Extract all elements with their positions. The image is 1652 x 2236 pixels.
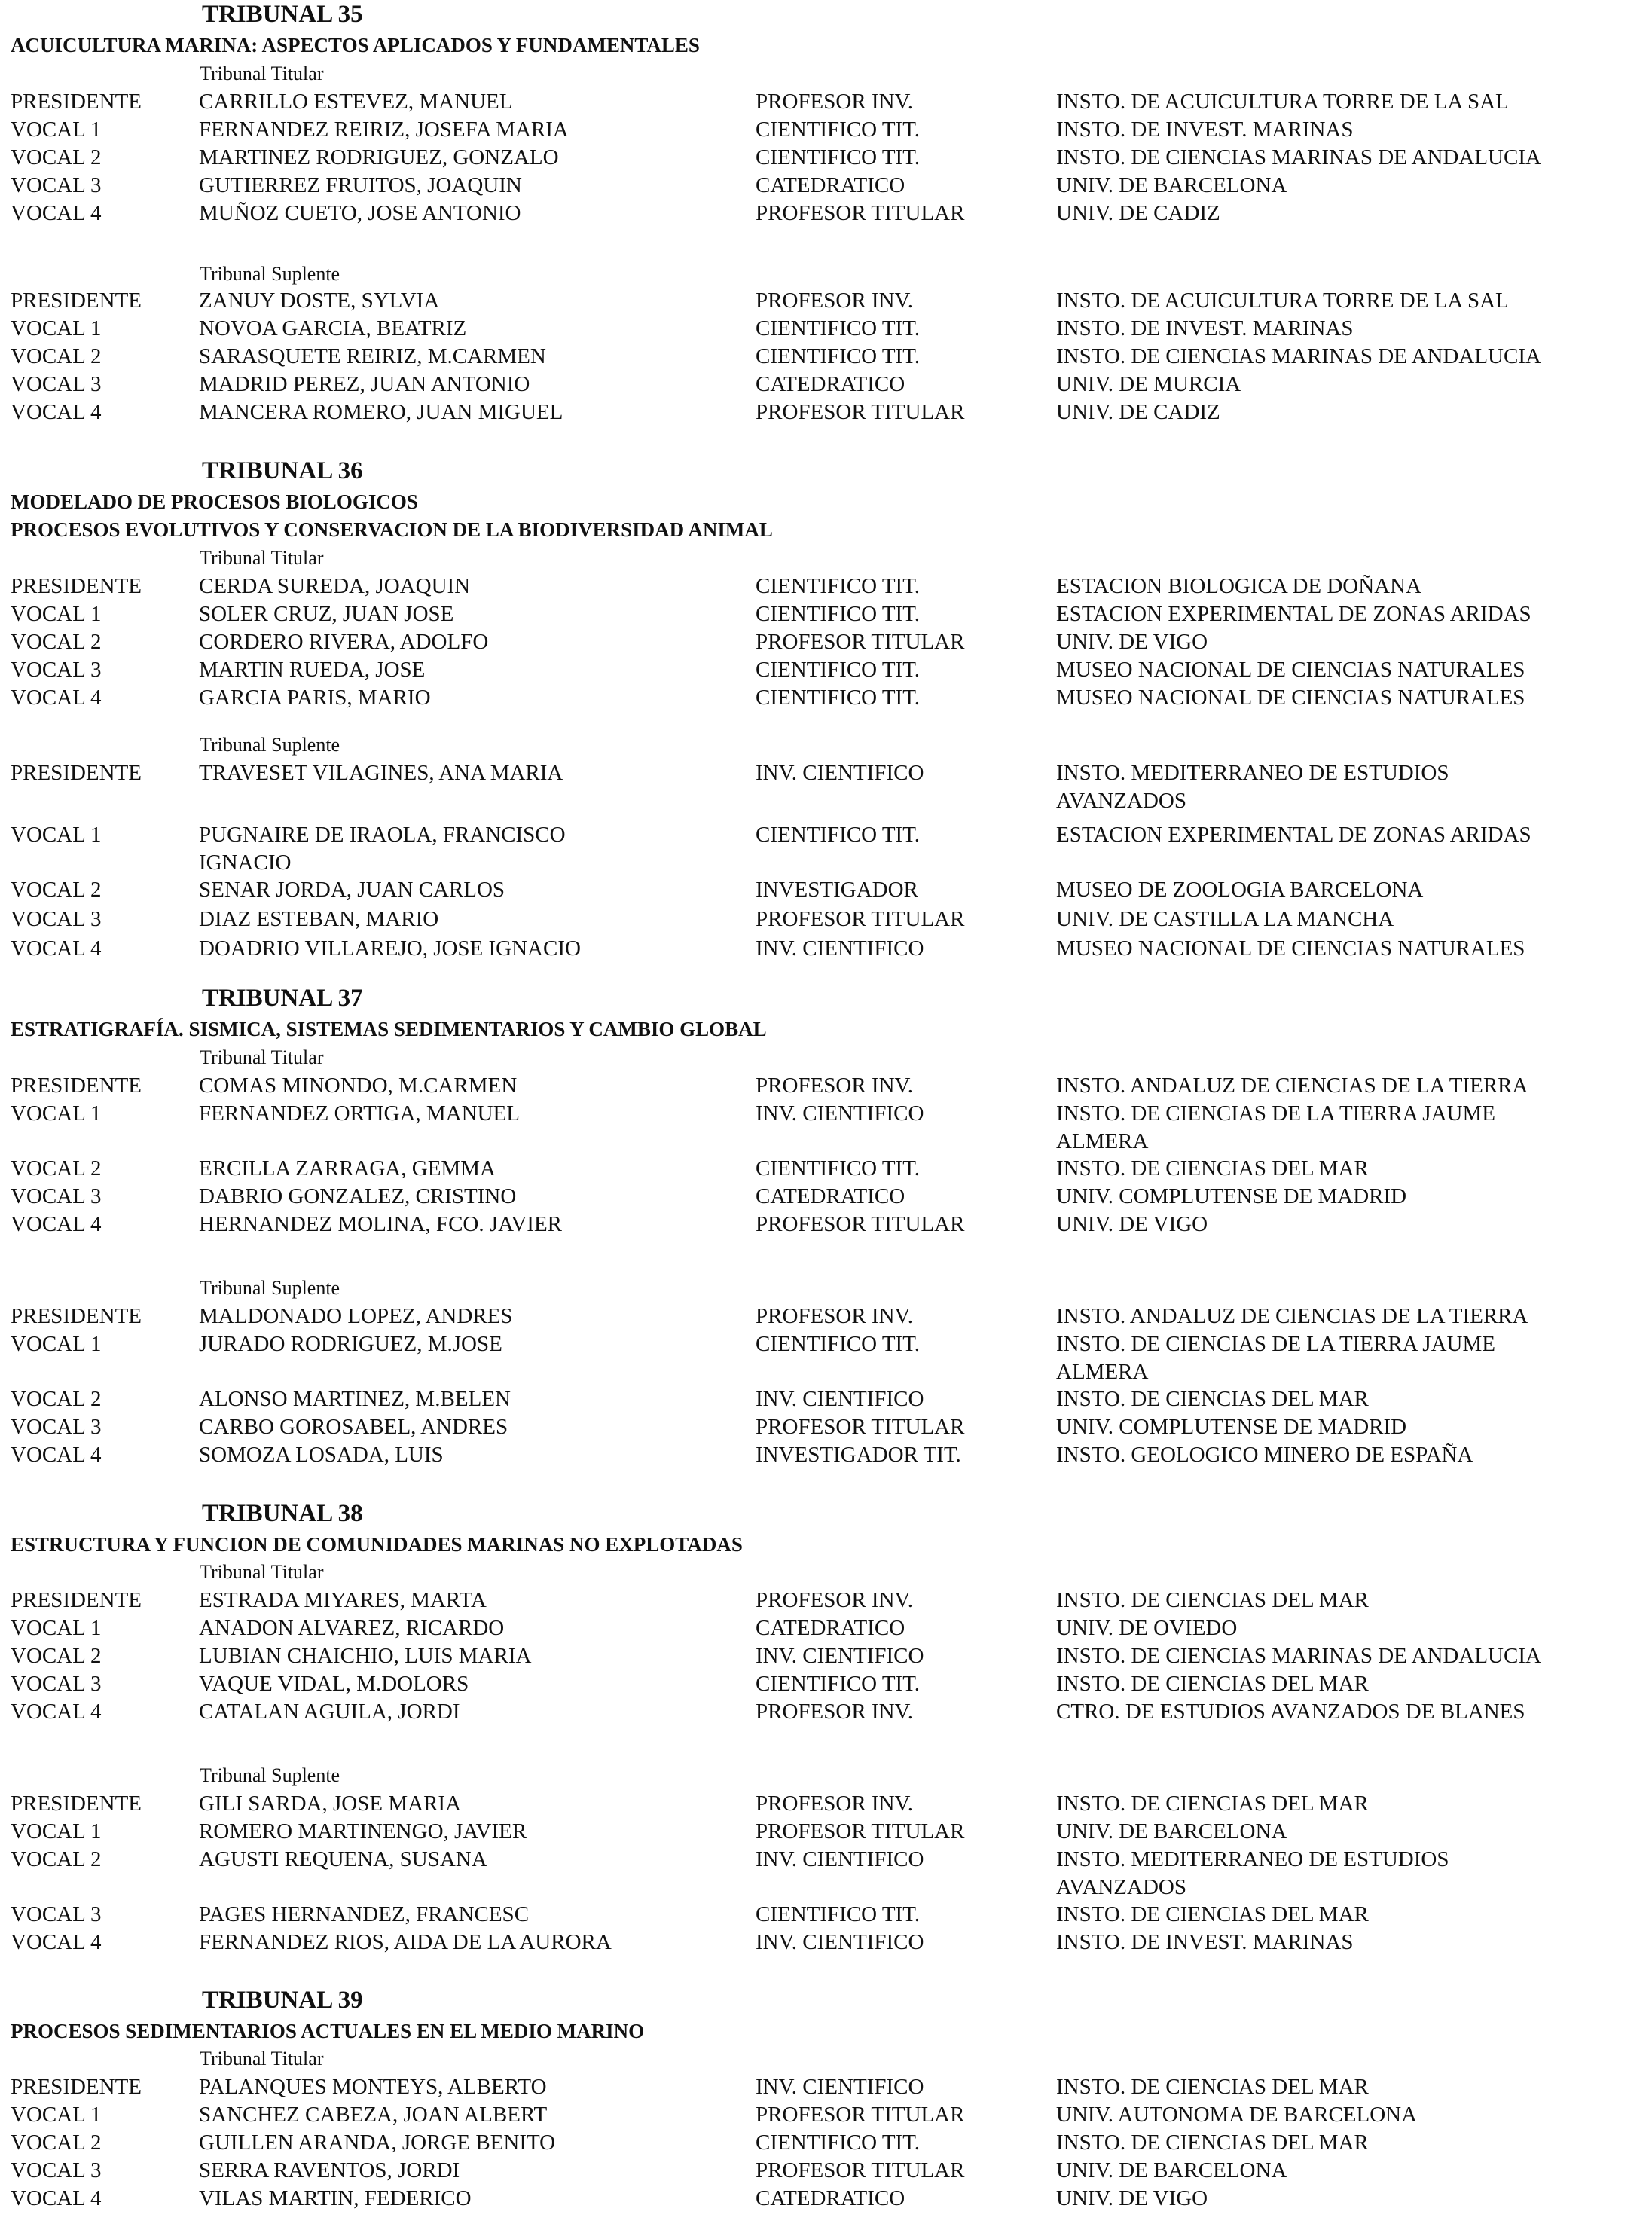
- member-category: PROFESOR TITULAR: [756, 1819, 965, 1843]
- member-institution: INSTO. DE CIENCIAS DEL MAR: [1056, 2075, 1369, 2099]
- member-name: LUBIAN CHAICHIO, LUIS MARIA: [199, 1644, 532, 1668]
- member-role: VOCAL 3: [11, 372, 102, 396]
- member-role: VOCAL 2: [11, 344, 102, 368]
- member-row: [0, 820, 1652, 849]
- member-institution: INSTO. ANDALUZ DE CIENCIAS DE LA TIERRA: [1056, 1074, 1528, 1098]
- member-row: [0, 1182, 1652, 1211]
- tribunal-group-label: Tribunal Suplente: [200, 1764, 340, 1786]
- member-name: ALONSO MARTINEZ, M.BELEN: [199, 1387, 511, 1411]
- tribunal-group-label: Tribunal Titular: [200, 547, 324, 569]
- member-row: [0, 286, 1652, 315]
- member-category: PROFESOR TITULAR: [756, 2158, 965, 2183]
- member-row: [0, 1614, 1652, 1642]
- member-row: [0, 1928, 1652, 1956]
- member-name: SENAR JORDA, JUAN CARLOS: [199, 878, 505, 902]
- member-name: MARTINEZ RODRIGUEZ, GONZALO: [199, 145, 559, 170]
- member-category: CIENTIFICO TIT.: [756, 344, 921, 368]
- member-category: CIENTIFICO TIT.: [756, 823, 921, 847]
- member-row: [0, 655, 1652, 684]
- member-institution: INSTO. ANDALUZ DE CIENCIAS DE LA TIERRA: [1056, 1304, 1528, 1328]
- member-row: [0, 683, 1652, 712]
- tribunal-title: TRIBUNAL 36: [202, 457, 363, 484]
- member-name-continuation: IGNACIO: [199, 851, 292, 875]
- member-name: MALDONADO LOPEZ, ANDRES: [199, 1304, 513, 1328]
- member-category: INV. CIENTIFICO: [756, 1847, 924, 1871]
- tribunal-subject: PROCESOS SEDIMENTARIOS ACTUALES EN EL MEDIO MARINO: [11, 2020, 645, 2042]
- member-institution: INSTO. DE CIENCIAS DEL MAR: [1056, 1156, 1369, 1181]
- member-institution: UNIV. DE BARCELONA: [1056, 1819, 1287, 1843]
- tribunal-title: TRIBUNAL 39: [202, 1987, 363, 2014]
- member-row: [0, 1669, 1652, 1698]
- member-role: VOCAL 4: [11, 1700, 102, 1724]
- member-institution: INSTO. DE CIENCIAS DEL MAR: [1056, 1588, 1369, 1612]
- member-row: [0, 2184, 1652, 2213]
- member-role: VOCAL 2: [11, 1644, 102, 1668]
- member-row: [0, 1413, 1652, 1441]
- member-row: [0, 905, 1652, 933]
- member-institution: UNIV. DE CASTILLA LA MANCHA: [1056, 907, 1394, 931]
- member-name: SARASQUETE REIRIZ, M.CARMEN: [199, 344, 546, 368]
- member-row-continuation: [0, 1127, 1652, 1156]
- member-row: [0, 2156, 1652, 2185]
- member-role: VOCAL 1: [11, 118, 102, 142]
- member-row: [0, 1330, 1652, 1358]
- member-role: VOCAL 3: [11, 907, 102, 931]
- tribunal-subject: ACUICULTURA MARINA: ASPECTOS APLICADOS Y FUNDAMENTALES: [11, 34, 700, 57]
- member-role: VOCAL 4: [11, 2186, 102, 2210]
- member-category: CATEDRATICO: [756, 1184, 905, 1208]
- member-name: ERCILLA ZARRAGA, GEMMA: [199, 1156, 496, 1181]
- member-category: CIENTIFICO TIT.: [756, 145, 921, 170]
- member-role: VOCAL 3: [11, 173, 102, 197]
- member-row: [0, 934, 1652, 963]
- member-institution: INSTO. DE ACUICULTURA TORRE DE LA SAL: [1056, 289, 1509, 313]
- member-institution: UNIV. DE BARCELONA: [1056, 173, 1287, 197]
- member-institution: ESTACION BIOLOGICA DE DOÑANA: [1056, 574, 1422, 598]
- member-row: [0, 2073, 1652, 2101]
- member-institution: INSTO. DE ACUICULTURA TORRE DE LA SAL: [1056, 90, 1509, 114]
- member-institution: INSTO. DE CIENCIAS DE LA TIERRA JAUME: [1056, 1101, 1495, 1126]
- member-category: PROFESOR INV.: [756, 1588, 913, 1612]
- member-role: VOCAL 2: [11, 145, 102, 170]
- member-role: VOCAL 2: [11, 878, 102, 902]
- member-name: CARRILLO ESTEVEZ, MANUEL: [199, 90, 513, 114]
- member-role: PRESIDENTE: [11, 761, 142, 785]
- member-category: PROFESOR TITULAR: [756, 1212, 965, 1236]
- member-category: INVESTIGADOR: [756, 878, 918, 902]
- tribunal-group-label: Tribunal Suplente: [200, 263, 340, 285]
- member-name: JURADO RODRIGUEZ, M.JOSE: [199, 1332, 502, 1356]
- member-row: [0, 875, 1652, 904]
- member-name: HERNANDEZ MOLINA, FCO. JAVIER: [199, 1212, 562, 1236]
- member-role: VOCAL 2: [11, 1156, 102, 1181]
- member-row: [0, 398, 1652, 426]
- member-name: TRAVESET VILAGINES, ANA MARIA: [199, 761, 563, 785]
- member-institution: INSTO. GEOLOGICO MINERO DE ESPAÑA: [1056, 1443, 1473, 1467]
- member-role: PRESIDENTE: [11, 90, 142, 114]
- member-row: [0, 199, 1652, 228]
- member-role: VOCAL 3: [11, 1672, 102, 1696]
- member-row: [0, 628, 1652, 656]
- member-category: PROFESOR TITULAR: [756, 1415, 965, 1439]
- member-category: PROFESOR INV.: [756, 90, 913, 114]
- tribunal-group-label: Tribunal Titular: [200, 63, 324, 84]
- member-row-continuation: [0, 787, 1652, 815]
- member-row: [0, 370, 1652, 399]
- member-category: PROFESOR INV.: [756, 289, 913, 313]
- member-row: [0, 2128, 1652, 2157]
- tribunal-group-label: Tribunal Suplente: [200, 1277, 340, 1299]
- member-row: [0, 1586, 1652, 1614]
- member-name: MANCERA ROMERO, JUAN MIGUEL: [199, 400, 563, 424]
- member-category: INV. CIENTIFICO: [756, 1387, 924, 1411]
- member-institution: UNIV. DE VIGO: [1056, 1212, 1208, 1236]
- member-category: CIENTIFICO TIT.: [756, 2131, 921, 2155]
- member-category: CIENTIFICO TIT.: [756, 1156, 921, 1181]
- tribunal-group-label: Tribunal Titular: [200, 1046, 324, 1068]
- member-row: [0, 572, 1652, 600]
- member-role: VOCAL 4: [11, 1212, 102, 1236]
- member-row: [0, 1071, 1652, 1100]
- member-category: PROFESOR INV.: [756, 1074, 913, 1098]
- member-category: CIENTIFICO TIT.: [756, 602, 921, 626]
- member-institution: INSTO. MEDITERRANEO DE ESTUDIOS: [1056, 1847, 1449, 1871]
- member-category: INV. CIENTIFICO: [756, 1930, 924, 1954]
- member-role: VOCAL 4: [11, 1930, 102, 1954]
- member-institution: MUSEO NACIONAL DE CIENCIAS NATURALES: [1056, 936, 1525, 961]
- member-row: [0, 2100, 1652, 2129]
- member-name: ZANUY DOSTE, SYLVIA: [199, 289, 440, 313]
- member-name: MUÑOZ CUETO, JOSE ANTONIO: [199, 201, 521, 225]
- member-category: INV. CIENTIFICO: [756, 2075, 924, 2099]
- member-role: VOCAL 1: [11, 823, 102, 847]
- member-role: VOCAL 2: [11, 1387, 102, 1411]
- member-name: NOVOA GARCIA, BEATRIZ: [199, 316, 467, 341]
- member-name: MARTIN RUEDA, JOSE: [199, 658, 426, 682]
- member-category: CIENTIFICO TIT.: [756, 574, 921, 598]
- tribunal-subject: ESTRUCTURA Y FUNCION DE COMUNIDADES MARINAS NO EXPLOTADAS: [11, 1533, 743, 1556]
- tribunal-group-label: Tribunal Titular: [200, 2048, 324, 2070]
- member-institution: INSTO. DE CIENCIAS DEL MAR: [1056, 1387, 1369, 1411]
- member-name: CERDA SUREDA, JOAQUIN: [199, 574, 471, 598]
- member-category: CIENTIFICO TIT.: [756, 118, 921, 142]
- tribunal-subject: PROCESOS EVOLUTIVOS Y CONSERVACION DE LA BIODIVERSIDAD ANIMAL: [11, 518, 773, 541]
- member-row-continuation: [0, 848, 1652, 877]
- member-role: PRESIDENTE: [11, 289, 142, 313]
- member-row: [0, 314, 1652, 343]
- member-role: PRESIDENTE: [11, 2075, 142, 2099]
- member-role: PRESIDENTE: [11, 1792, 142, 1816]
- member-category: PROFESOR TITULAR: [756, 2103, 965, 2127]
- member-row: [0, 143, 1652, 172]
- member-institution: UNIV. DE OVIEDO: [1056, 1616, 1238, 1640]
- member-name: SERRA RAVENTOS, JORDI: [199, 2158, 460, 2183]
- member-row: [0, 1154, 1652, 1183]
- member-name: SANCHEZ CABEZA, JOAN ALBERT: [199, 2103, 548, 2127]
- member-row: [0, 1817, 1652, 1846]
- member-name: PAGES HERNANDEZ, FRANCESC: [199, 1902, 530, 1926]
- member-category: CATEDRATICO: [756, 372, 905, 396]
- tribunal-group-label: Tribunal Suplente: [200, 734, 340, 756]
- member-row: [0, 1302, 1652, 1330]
- member-name: VAQUE VIDAL, M.DOLORS: [199, 1672, 469, 1696]
- member-institution: INSTO. DE CIENCIAS DEL MAR: [1056, 2131, 1369, 2155]
- member-row: [0, 171, 1652, 200]
- member-institution: CTRO. DE ESTUDIOS AVANZADOS DE BLANES: [1056, 1700, 1525, 1724]
- member-row: [0, 1697, 1652, 1726]
- member-name: DIAZ ESTEBAN, MARIO: [199, 907, 439, 931]
- tribunal-title: TRIBUNAL 37: [202, 985, 363, 1012]
- member-institution: INSTO. MEDITERRANEO DE ESTUDIOS: [1056, 761, 1449, 785]
- member-name: SOMOZA LOSADA, LUIS: [199, 1443, 444, 1467]
- member-role: VOCAL 4: [11, 686, 102, 710]
- member-role: VOCAL 3: [11, 1902, 102, 1926]
- member-name: GUILLEN ARANDA, JORGE BENITO: [199, 2131, 556, 2155]
- member-row: [0, 1642, 1652, 1670]
- member-role: PRESIDENTE: [11, 1074, 142, 1098]
- member-role: VOCAL 2: [11, 1847, 102, 1871]
- member-institution: UNIV. DE CADIZ: [1056, 201, 1220, 225]
- member-category: CIENTIFICO TIT.: [756, 316, 921, 341]
- member-institution: UNIV. DE CADIZ: [1056, 400, 1220, 424]
- member-category: INV. CIENTIFICO: [756, 1101, 924, 1126]
- member-institution: UNIV. DE VIGO: [1056, 2186, 1208, 2210]
- member-row: [0, 1099, 1652, 1128]
- tribunal-subject: ESTRATIGRAFÍA. SISMICA, SISTEMAS SEDIMENTARIOS Y CAMBIO GLOBAL: [11, 1018, 767, 1040]
- member-name: PUGNAIRE DE IRAOLA, FRANCISCO: [199, 823, 566, 847]
- member-row: [0, 1789, 1652, 1818]
- member-row-continuation: [0, 1873, 1652, 1902]
- member-role: VOCAL 1: [11, 602, 102, 626]
- member-role: VOCAL 1: [11, 2103, 102, 2127]
- member-role: VOCAL 1: [11, 1616, 102, 1640]
- member-institution-continuation: AVANZADOS: [1056, 1875, 1186, 1899]
- member-category: PROFESOR TITULAR: [756, 201, 965, 225]
- tribunal-subject: MODELADO DE PROCESOS BIOLOGICOS: [11, 490, 418, 513]
- member-category: CATEDRATICO: [756, 2186, 905, 2210]
- member-row-continuation: [0, 1358, 1652, 1386]
- member-category: PROFESOR INV.: [756, 1792, 913, 1816]
- member-role: VOCAL 3: [11, 1184, 102, 1208]
- member-role: VOCAL 4: [11, 201, 102, 225]
- member-role: VOCAL 2: [11, 2131, 102, 2155]
- member-row: [0, 342, 1652, 371]
- member-role: VOCAL 3: [11, 1415, 102, 1439]
- member-category: PROFESOR TITULAR: [756, 907, 965, 931]
- member-category: INV. CIENTIFICO: [756, 1644, 924, 1668]
- member-category: PROFESOR INV.: [756, 1304, 913, 1328]
- tribunal-group-label: Tribunal Titular: [200, 1561, 324, 1583]
- member-institution: INSTO. DE CIENCIAS DEL MAR: [1056, 1672, 1369, 1696]
- member-role: VOCAL 3: [11, 658, 102, 682]
- member-role: PRESIDENTE: [11, 1304, 142, 1328]
- member-institution: UNIV. DE VIGO: [1056, 630, 1208, 654]
- member-institution: MUSEO NACIONAL DE CIENCIAS NATURALES: [1056, 658, 1525, 682]
- member-name: ANADON ALVAREZ, RICARDO: [199, 1616, 505, 1640]
- member-category: PROFESOR TITULAR: [756, 630, 965, 654]
- member-institution: UNIV. COMPLUTENSE DE MADRID: [1056, 1184, 1407, 1208]
- member-category: CATEDRATICO: [756, 1616, 905, 1640]
- member-institution: ESTACION EXPERIMENTAL DE ZONAS ARIDAS: [1056, 823, 1531, 847]
- member-institution: INSTO. DE INVEST. MARINAS: [1056, 1930, 1354, 1954]
- member-role: VOCAL 4: [11, 1443, 102, 1467]
- member-category: PROFESOR INV.: [756, 1700, 913, 1724]
- member-institution: UNIV. DE BARCELONA: [1056, 2158, 1287, 2183]
- member-institution: INSTO. DE CIENCIAS DEL MAR: [1056, 1902, 1369, 1926]
- tribunal-title: TRIBUNAL 38: [202, 1500, 363, 1527]
- member-institution: INSTO. DE INVEST. MARINAS: [1056, 316, 1354, 341]
- member-role: VOCAL 3: [11, 2158, 102, 2183]
- member-institution: UNIV. COMPLUTENSE DE MADRID: [1056, 1415, 1407, 1439]
- member-name: DABRIO GONZALEZ, CRISTINO: [199, 1184, 517, 1208]
- member-institution: UNIV. DE MURCIA: [1056, 372, 1241, 396]
- member-institution: MUSEO DE ZOOLOGIA BARCELONA: [1056, 878, 1424, 902]
- member-name: GARCIA PARIS, MARIO: [199, 686, 431, 710]
- member-row: [0, 1210, 1652, 1239]
- member-row: [0, 1440, 1652, 1469]
- member-category: CIENTIFICO TIT.: [756, 686, 921, 710]
- member-row: [0, 1385, 1652, 1413]
- member-institution: INSTO. DE CIENCIAS DEL MAR: [1056, 1792, 1369, 1816]
- member-name: MADRID PEREZ, JUAN ANTONIO: [199, 372, 530, 396]
- member-name: GUTIERREZ FRUITOS, JOAQUIN: [199, 173, 522, 197]
- member-institution: INSTO. DE CIENCIAS MARINAS DE ANDALUCIA: [1056, 1644, 1541, 1668]
- member-role: VOCAL 2: [11, 630, 102, 654]
- member-role: VOCAL 1: [11, 316, 102, 341]
- member-name: AGUSTI REQUENA, SUSANA: [199, 1847, 487, 1871]
- member-category: CIENTIFICO TIT.: [756, 658, 921, 682]
- member-name: FERNANDEZ REIRIZ, JOSEFA MARIA: [199, 118, 569, 142]
- member-name: CORDERO RIVERA, ADOLFO: [199, 630, 489, 654]
- member-institution: ESTACION EXPERIMENTAL DE ZONAS ARIDAS: [1056, 602, 1531, 626]
- member-institution: INSTO. DE INVEST. MARINAS: [1056, 118, 1354, 142]
- member-category: INV. CIENTIFICO: [756, 761, 924, 785]
- member-category: INVESTIGADOR TIT.: [756, 1443, 961, 1467]
- member-role: VOCAL 1: [11, 1101, 102, 1126]
- member-institution: MUSEO NACIONAL DE CIENCIAS NATURALES: [1056, 686, 1525, 710]
- member-row: [0, 759, 1652, 787]
- member-category: PROFESOR TITULAR: [756, 400, 965, 424]
- member-name: FERNANDEZ RIOS, AIDA DE LA AURORA: [199, 1930, 612, 1954]
- member-category: CIENTIFICO TIT.: [756, 1672, 921, 1696]
- member-name: GILI SARDA, JOSE MARIA: [199, 1792, 462, 1816]
- member-row: [0, 115, 1652, 144]
- member-institution: UNIV. AUTONOMA DE BARCELONA: [1056, 2103, 1418, 2127]
- member-name: COMAS MINONDO, M.CARMEN: [199, 1074, 518, 1098]
- member-name: DOADRIO VILLAREJO, JOSE IGNACIO: [199, 936, 581, 961]
- member-category: CATEDRATICO: [756, 173, 905, 197]
- member-institution: INSTO. DE CIENCIAS MARINAS DE ANDALUCIA: [1056, 145, 1541, 170]
- member-institution-continuation: ALMERA: [1056, 1129, 1149, 1153]
- member-institution-continuation: ALMERA: [1056, 1360, 1149, 1384]
- member-category: CIENTIFICO TIT.: [756, 1332, 921, 1356]
- member-row: [0, 87, 1652, 116]
- member-name: CATALAN AGUILA, JORDI: [199, 1700, 460, 1724]
- member-role: VOCAL 4: [11, 936, 102, 961]
- member-row: [0, 600, 1652, 628]
- member-role: PRESIDENTE: [11, 574, 142, 598]
- member-name: ESTRADA MIYARES, MARTA: [199, 1588, 487, 1612]
- member-institution-continuation: AVANZADOS: [1056, 789, 1186, 813]
- member-name: FERNANDEZ ORTIGA, MANUEL: [199, 1101, 520, 1126]
- member-role: VOCAL 1: [11, 1819, 102, 1843]
- member-row: [0, 1845, 1652, 1874]
- member-institution: INSTO. DE CIENCIAS MARINAS DE ANDALUCIA: [1056, 344, 1541, 368]
- member-role: PRESIDENTE: [11, 1588, 142, 1612]
- member-role: VOCAL 4: [11, 400, 102, 424]
- tribunal-title: TRIBUNAL 35: [202, 1, 363, 28]
- member-role: VOCAL 1: [11, 1332, 102, 1356]
- member-category: INV. CIENTIFICO: [756, 936, 924, 961]
- member-name: VILAS MARTIN, FEDERICO: [199, 2186, 472, 2210]
- member-name: CARBO GOROSABEL, ANDRES: [199, 1415, 508, 1439]
- member-row: [0, 1900, 1652, 1929]
- member-institution: INSTO. DE CIENCIAS DE LA TIERRA JAUME: [1056, 1332, 1495, 1356]
- member-name: ROMERO MARTINENGO, JAVIER: [199, 1819, 527, 1843]
- member-name: PALANQUES MONTEYS, ALBERTO: [199, 2075, 547, 2099]
- member-category: CIENTIFICO TIT.: [756, 1902, 921, 1926]
- member-name: SOLER CRUZ, JUAN JOSE: [199, 602, 454, 626]
